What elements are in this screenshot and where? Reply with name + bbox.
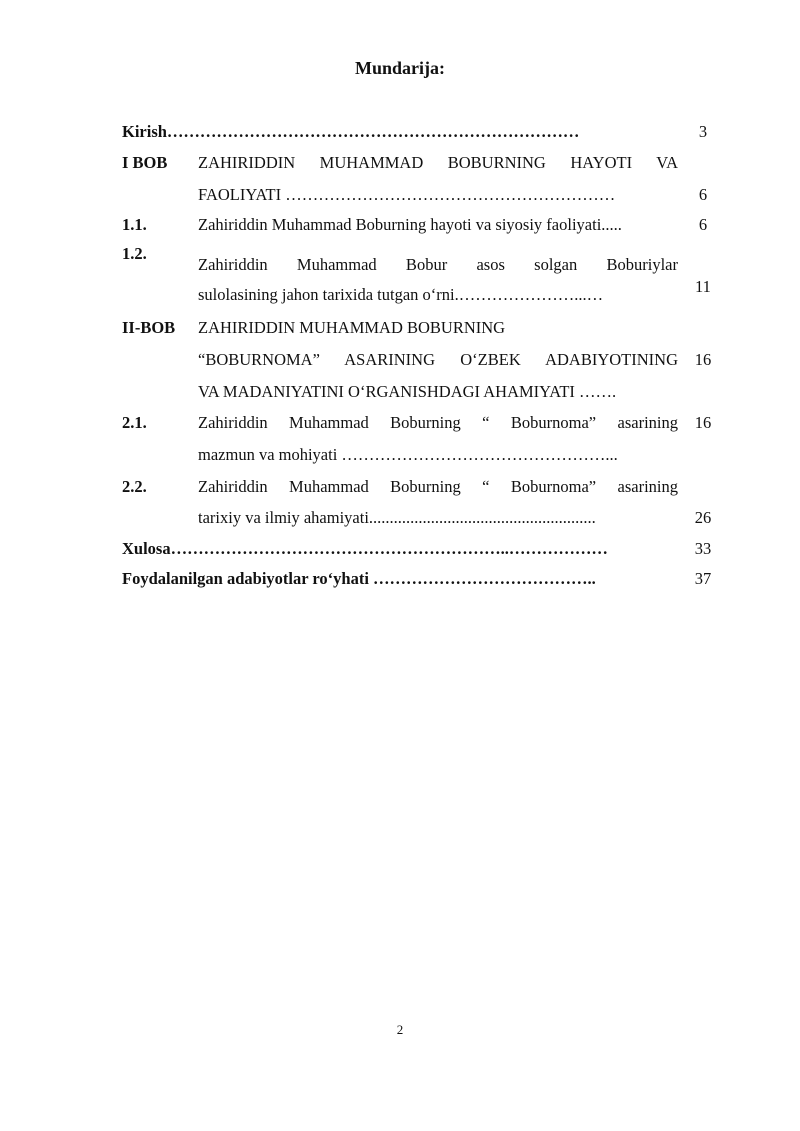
- toc-entry-bob2-line3: VA MADANIYATINI O‘RGANISHDAGI AHAMIYATI …….: [198, 382, 617, 401]
- toc-label-1-1: 1.1.: [122, 215, 147, 234]
- page-title: Mundarija:: [355, 58, 445, 78]
- toc-entry-2-1-line1: Zahiriddin Muhammad Boburning “ Boburnoma” asarining: [198, 413, 678, 432]
- toc-entry-1-2-line2: sulolasining jahon tarixida tutgan o‘rni.…………………...…: [198, 285, 604, 304]
- toc-page-bob1: 6: [698, 185, 708, 204]
- toc-entry-bob1-line2: FAOLIYATI ……………………………………………………: [198, 185, 616, 204]
- toc-entry-xulosa: Xulosa……………………………………………………..………………: [122, 539, 608, 558]
- toc-entry-bob2-line2: “BOBURNOMA” ASARINING O‘ZBEK ADABIYOTINING: [198, 350, 678, 369]
- page-number: 2: [396, 1022, 404, 1037]
- toc-label-2-2: 2.2.: [122, 477, 147, 496]
- toc-entry-1-1: Zahiriddin Muhammad Boburning hayoti va siyosiy faoliyati.....: [198, 215, 622, 234]
- toc-label-2-1: 2.1.: [122, 413, 147, 432]
- toc-page-1-1: 6: [698, 215, 708, 234]
- toc-entry-2-2-line1: Zahiriddin Muhammad Boburning “ Boburnoma” asarining: [198, 477, 678, 496]
- toc-entry-adabiyotlar: Foydalanilgan adabiyotlar ro‘yhati …………………………………..: [122, 569, 596, 588]
- toc-page-2-1: 16: [694, 413, 712, 432]
- toc-page-xulosa: 33: [694, 539, 712, 558]
- toc-page-kirish: 3: [698, 122, 708, 141]
- toc-label-1-2: 1.2.: [122, 244, 147, 263]
- toc-label-bob2: II-BOB: [122, 318, 176, 337]
- toc-entry-2-1-line2: mazmun va mohiyati …………………………………………...: [198, 445, 618, 464]
- toc-page-2-2: 26: [694, 508, 712, 527]
- toc-entry-2-2-line2: tarixiy va ilmiy ahamiyati.......................................................: [198, 508, 596, 527]
- toc-entry-1-2-line1: Zahiriddin Muhammad Bobur asos solgan Boburiylar: [198, 255, 678, 274]
- toc-page-1-2: 11: [695, 277, 711, 296]
- toc-label-bob1: I BOB: [122, 153, 168, 172]
- toc-entry-kirish: Kirish…………………………………………………………………: [122, 122, 580, 141]
- toc-page-adabiyotlar: 37: [694, 569, 712, 588]
- toc-entry-bob1-line1: ZAHIRIDDIN MUHAMMAD BOBURNING HAYOTI VA: [198, 153, 678, 172]
- toc-page-bob2: 16: [694, 350, 712, 369]
- toc-entry-bob2-line1: ZAHIRIDDIN MUHAMMAD BOBURNING: [198, 318, 506, 337]
